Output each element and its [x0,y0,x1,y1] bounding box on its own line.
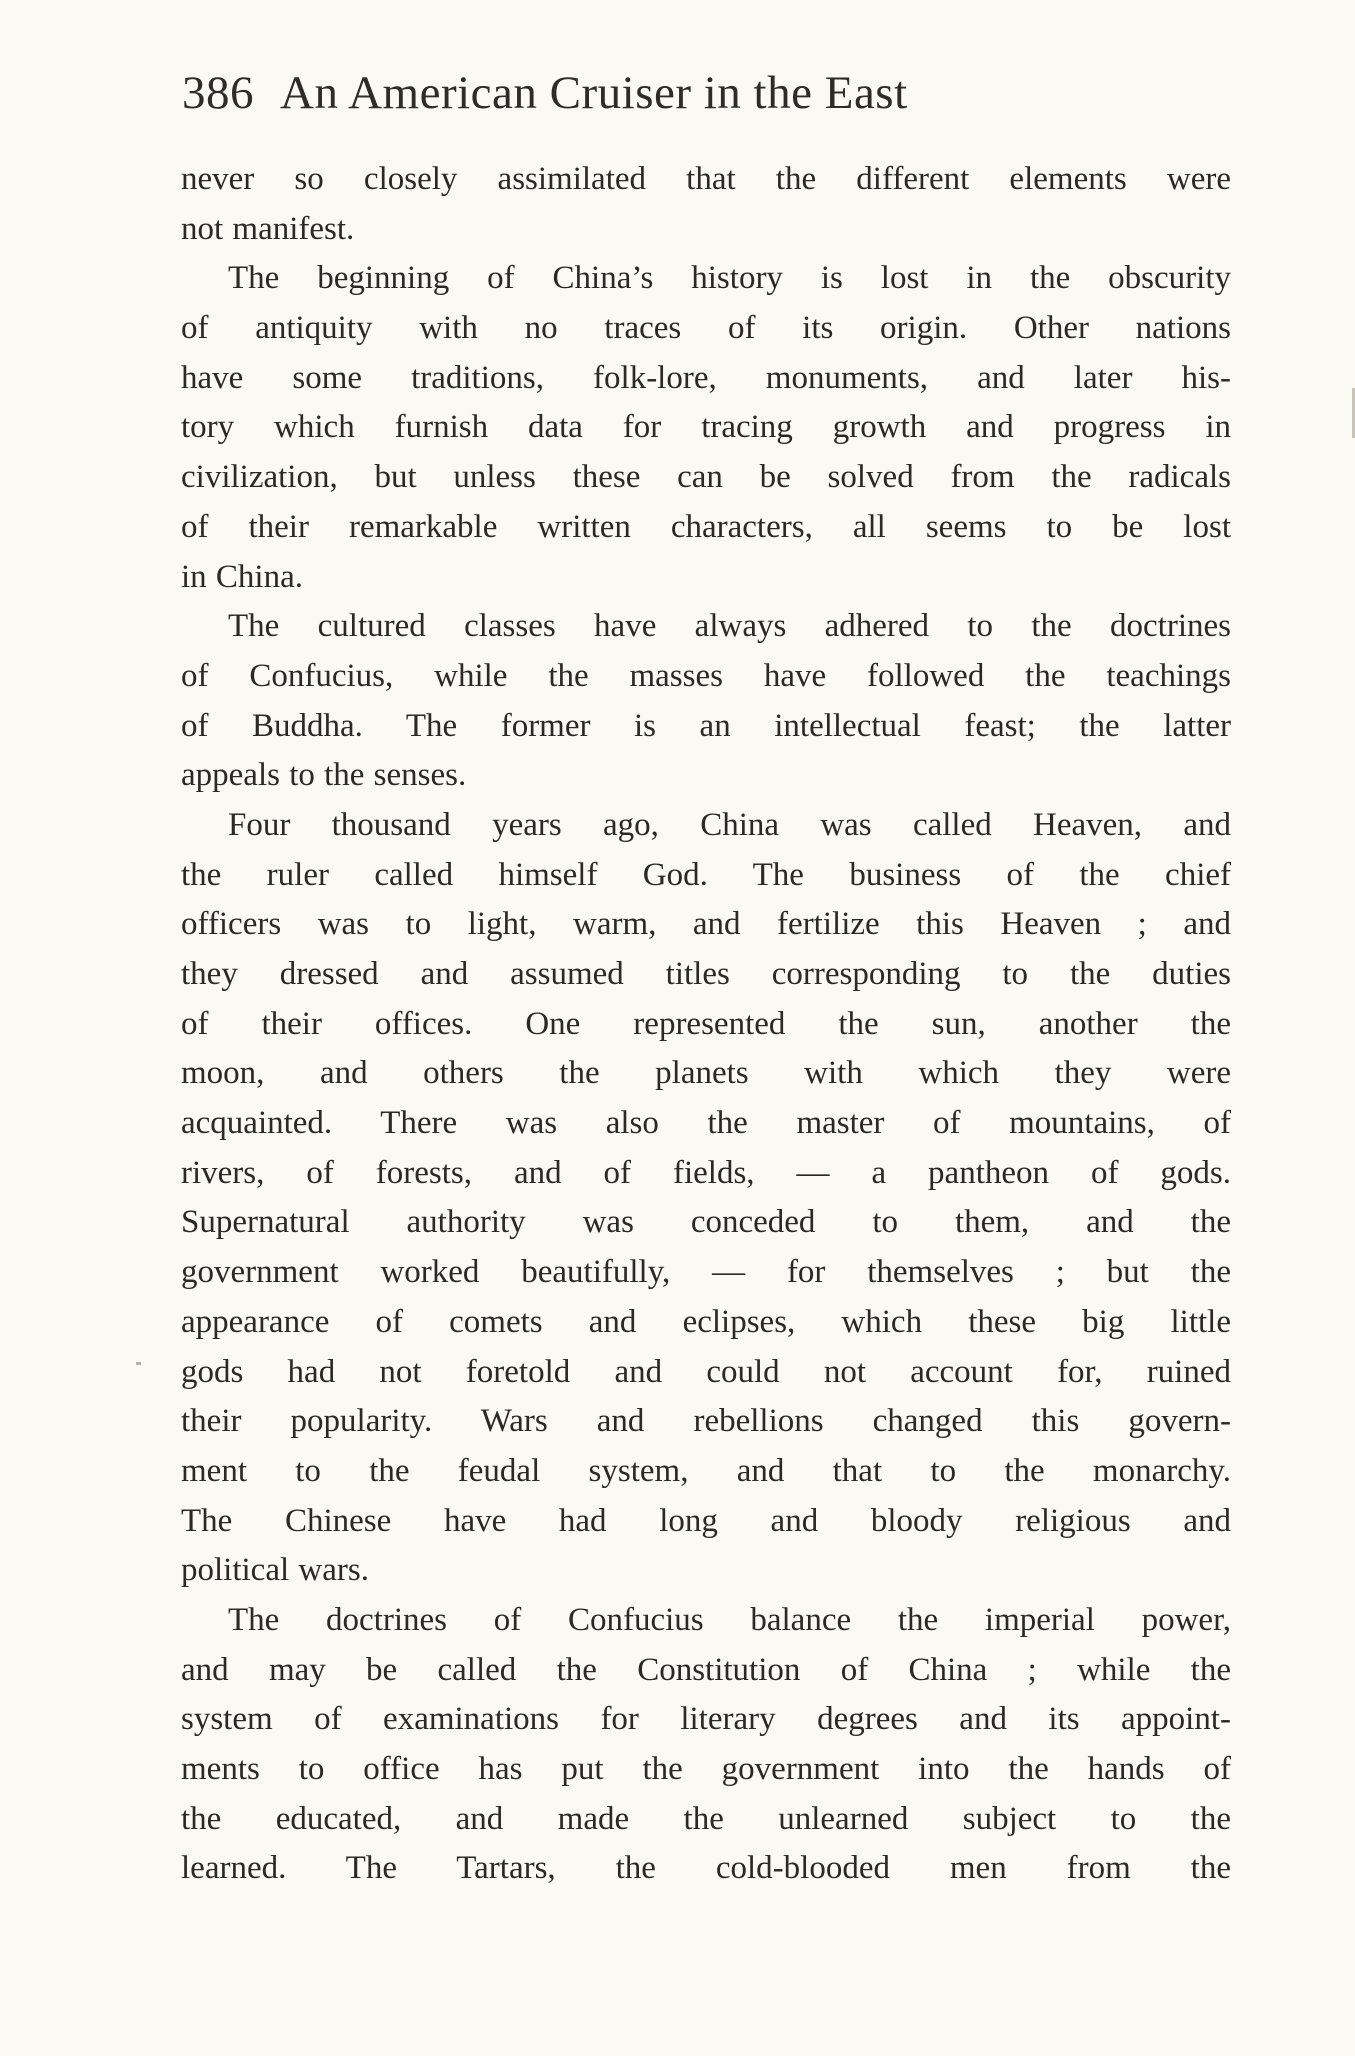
text-line: the educated, and made the unlearned subject to the [181,1800,1231,1837]
text-line: learned. The Tartars, the cold-blooded men from the [181,1850,1231,1887]
text-line: of Buddha. The former is an intellectual feast; the latter [181,707,1231,744]
text-line: officers was to light, warm, and fertilize this Heaven ; and [181,906,1231,943]
text-line: gods had not foretold and could not account for, ruined [181,1353,1231,1390]
text-line: Supernatural authority was conceded to them, and the [181,1204,1231,1241]
text-line: not manifest. [181,210,355,247]
text-line: system of examinations for literary degrees and its appoint- [181,1701,1231,1738]
text-line: Four thousand years ago, China was called Heaven, and [228,806,1231,843]
text-line: never so closely assimilated that the different elements were [181,161,1231,197]
text-line: political wars. [181,1552,369,1589]
text-line: of Confucius, while the masses have followed the teachings [181,657,1231,694]
text-line: The beginning of China’s history is lost in the obscurity [228,260,1231,297]
text-line: of their offices. One represented the sun, another the [181,1005,1231,1042]
running-head [182,58,1142,128]
text-line: appearance of comets and eclipses, which these big little [181,1303,1231,1340]
text-line: ments to office has put the government into the hands of [181,1751,1231,1787]
text-line: they dressed and assumed titles corresponding to the duties [181,956,1231,992]
text-line: in China. [181,558,303,595]
page-number: 386 [182,67,254,119]
text-line: acquainted. There was also the master of mountains, of [181,1105,1231,1142]
running-title: An American Cruiser in the East [280,67,908,119]
text-line: of their remarkable written characters, all seems to be lost [181,508,1231,545]
text-line: rivers, of forests, and of fields, — a pantheon of gods. [181,1154,1231,1191]
text-line: The Chinese have had long and bloody religious and [181,1502,1231,1539]
text-line: and may be called the Constitution of China ; while the [181,1651,1231,1688]
text-line: have some traditions, folk-lore, monuments, and later his- [181,359,1231,396]
text-line: The cultured classes have always adhered to the doctrines [228,608,1231,645]
text-line: the ruler called himself God. The business of the chief [181,856,1231,893]
margin-speck [136,1362,141,1365]
text-line: appeals to the senses. [181,757,467,794]
text-line: The doctrines of Confucius balance the imperial power, [228,1601,1231,1638]
text-line: civilization, but unless these can be solved from the radicals [181,459,1231,496]
text-line: of antiquity with no traces of its origin. Other nations [181,310,1231,347]
body-text [181,155,1231,1894]
text-line: their popularity. Wars and rebellions changed this govern- [181,1403,1231,1440]
text-line: ment to the feudal system, and that to the monarchy. [181,1452,1231,1489]
text-line: tory which furnish data for tracing growth and progress in [181,409,1231,446]
text-line: moon, and others the planets with which they were [181,1055,1231,1092]
text-line: government worked beautifully, — for themselves ; but the [181,1254,1231,1291]
